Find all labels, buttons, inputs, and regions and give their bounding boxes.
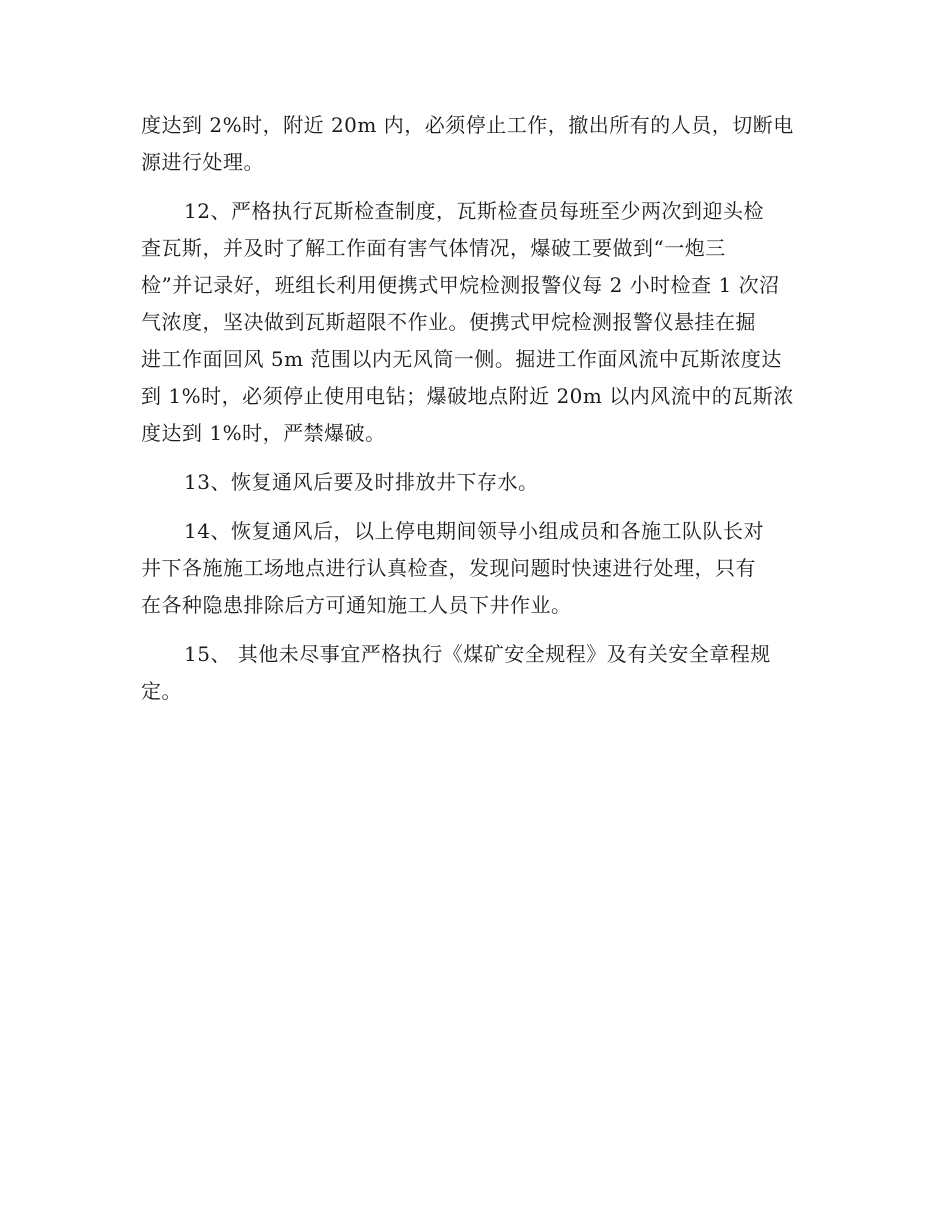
text-line: 15、 其他未尽事宜严格执行《煤矿安全规程》及有关安全章程规 — [184, 642, 771, 666]
text-line: 在各种隐患排除后方可通知施工人员下井作业。 — [141, 593, 572, 617]
paragraph-item-13 — [141, 464, 811, 501]
paragraph-item-14 — [141, 513, 811, 624]
text-line: 度达到 1%时，严禁爆破。 — [141, 421, 386, 445]
text-line: 进工作面回风 5m 范围以内无风筒一侧。掘进工作面风流中瓦斯浓度达 — [141, 347, 782, 371]
paragraph-item-12 — [141, 193, 811, 452]
text-line: 度达到 2%时，附近 20m 内，必须停止工作，撤出所有的人员，切断电 — [141, 113, 794, 137]
text-line: 12、严格执行瓦斯检查制度，瓦斯检查员每班至少两次到迎头检 — [184, 199, 764, 223]
paragraph-item-15 — [141, 636, 811, 710]
text-line: 气浓度，坚决做到瓦斯超限不作业。便携式甲烷检测报警仪悬挂在掘 — [141, 310, 756, 334]
document-body — [141, 107, 811, 722]
paragraph-continuation — [141, 107, 811, 181]
text-line: 查瓦斯，并及时了解工作面有害气体情况，爆破工要做到“一炮三 — [141, 236, 726, 260]
text-line: 井下各施施工场地点进行认真检查，发现问题时快速进行处理，只有 — [141, 556, 756, 580]
text-line: 定。 — [141, 679, 182, 703]
text-line: 13、恢复通风后要及时排放井下存水。 — [184, 470, 539, 494]
text-line: 到 1%时，必须停止使用电钻；爆破地点附近 20m 以内风流中的瓦斯浓 — [141, 384, 794, 408]
text-line: 检”并记录好，班组长利用便携式甲烷检测报警仪每 2 小时检查 1 次沼 — [141, 273, 780, 297]
text-line: 14、恢复通风后，以上停电期间领导小组成员和各施工队队长对 — [184, 519, 764, 543]
text-line: 源进行处理。 — [141, 150, 264, 174]
